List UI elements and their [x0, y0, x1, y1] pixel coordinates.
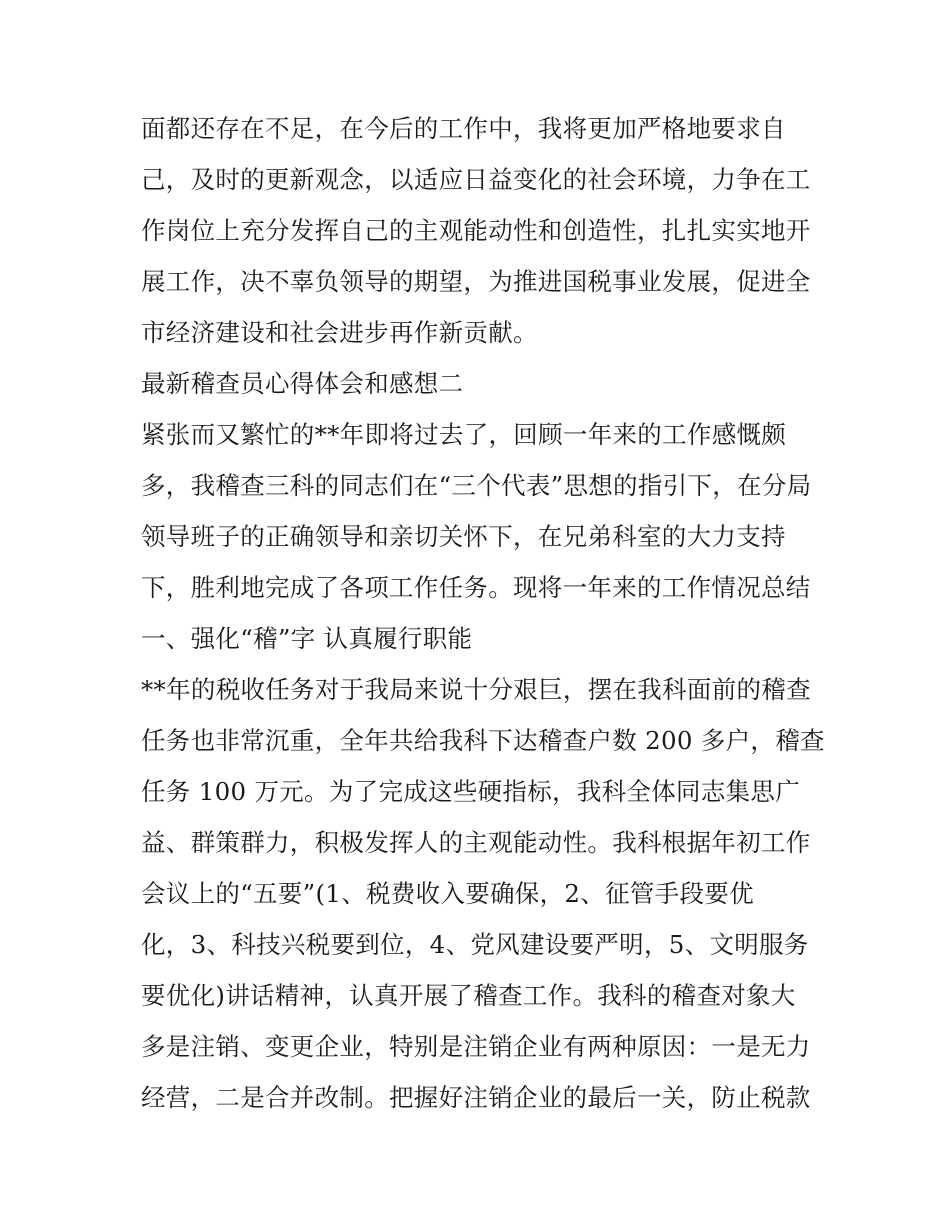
text-line: 化，3、科技兴税要到位，4、党风建设要严明，5、文明服务: [141, 930, 809, 959]
text-line: 会议上的“五要”(1、税费收入要确保，2、征管手段要优: [141, 879, 754, 908]
text-line: 作岗位上充分发挥自己的主观能动性和创造性，扎扎实实地开: [141, 216, 811, 245]
text-line: 益、群策群力，积极发挥人的主观能动性。我科根据年初工作: [141, 828, 811, 857]
document-body: [141, 103, 825, 1123]
text-line: 面都还存在不足，在今后的工作中，我将更加严格地要求自: [141, 114, 786, 143]
text-line: 多是注销、变更企业，特别是注销企业有两种原因：一是无力: [141, 1032, 811, 1061]
section-heading: 最新稽查员心得体会和感想二: [141, 369, 464, 398]
text-line: 领导班子的正确领导和亲切关怀下，在兄弟科室的大力支持: [141, 522, 786, 551]
text-line: 任务也非常沉重，全年共给我科下达稽查户数 200 多户，稽查: [141, 726, 825, 755]
text-line: 紧张而又繁忙的**年即将过去了，回顾一年来的工作感慨颇: [141, 420, 787, 449]
text-line: 己，及时的更新观念，以适应日益变化的社会环境，力争在工: [141, 165, 811, 194]
text-line: 多，我稽查三科的同志们在“三个代表”思想的指引下，在分局: [141, 471, 812, 500]
text-line: 下，胜利地完成了各项工作任务。现将一年来的工作情况总结: [141, 573, 811, 602]
subsection-heading: 一、强化“稽”字 认真履行职能: [141, 624, 473, 653]
text-line: 要优化)讲话精神，认真开展了稽查工作。我科的稽查对象大: [141, 981, 796, 1010]
text-line: 任务 100 万元。为了完成这些硬指标，我科全体同志集思广: [141, 777, 801, 806]
text-line: 经营，二是合并改制。把握好注销企业的最后一关，防止税款: [141, 1083, 811, 1112]
text-line: **年的税收任务对于我局来说十分艰巨，摆在我科面前的稽查: [141, 675, 811, 704]
text-line: 展工作，决不辜负领导的期望，为推进国税事业发展，促进全: [141, 267, 811, 296]
text-line: 市经济建设和社会进步再作新贡献。: [141, 318, 538, 347]
